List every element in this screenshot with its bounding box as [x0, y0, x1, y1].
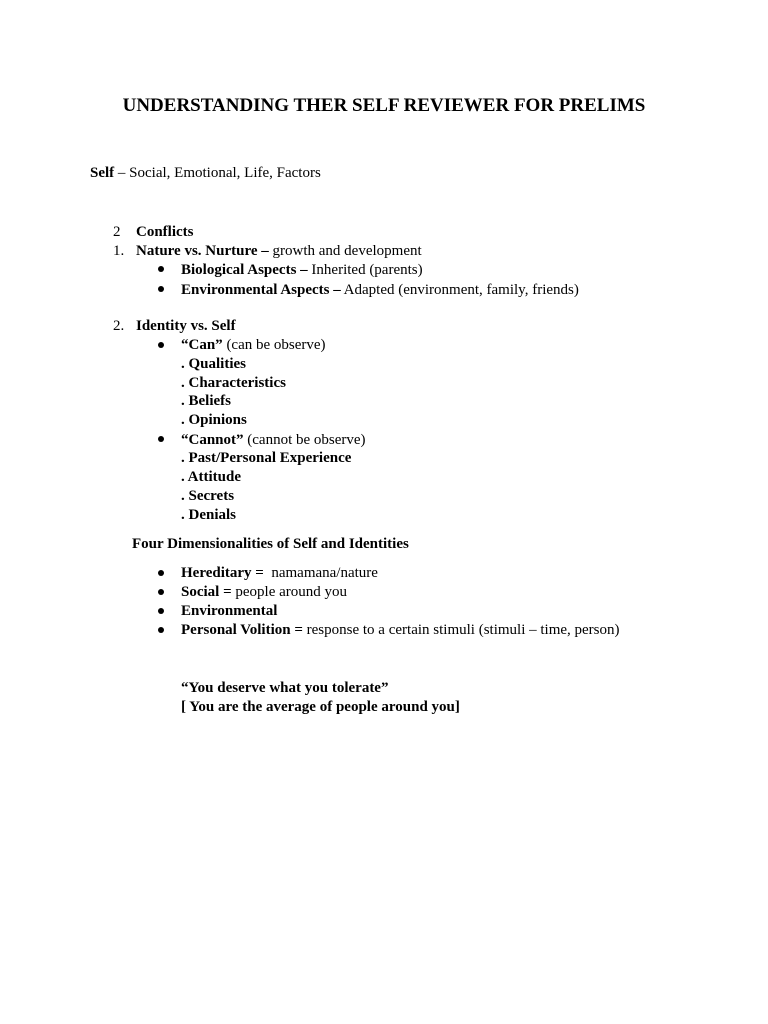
bullet-icon — [158, 286, 164, 292]
self-term: Self — [90, 165, 115, 181]
conflicts-heading: Conflicts — [136, 224, 194, 240]
list-number-2: 2. — [113, 318, 125, 334]
social-desc: people around you — [231, 584, 348, 600]
self-desc: – Social, Emotional, Life, Factors — [114, 165, 321, 181]
can-line — [181, 336, 326, 355]
bullet-icon — [158, 266, 164, 272]
quote-line-2: [ You are the average of people around you] — [181, 699, 460, 715]
cannot-desc: (cannot be observe) — [243, 432, 366, 448]
nature-nurture-desc: growth and development — [268, 243, 422, 259]
social-line — [181, 583, 347, 602]
bullet-icon — [158, 627, 164, 633]
biological-aspects-desc: Inherited (parents) — [307, 262, 423, 278]
hereditary-desc: namamana/nature — [263, 565, 378, 581]
biological-aspects-term: Biological Aspects – — [181, 262, 308, 278]
environmental-line — [181, 602, 277, 621]
bullet-icon — [158, 436, 164, 442]
list-item: . Beliefs — [181, 393, 231, 409]
list-item: . Secrets — [181, 488, 235, 504]
nature-nurture-line — [136, 242, 422, 261]
bullet-icon — [158, 570, 164, 576]
environmental-aspects-desc: Adapted (environment, family, friends) — [340, 282, 579, 298]
list-item: . Qualities — [181, 356, 247, 372]
bullet-icon — [158, 608, 164, 614]
list-item: . Attitude — [181, 469, 241, 485]
quote-line-1: “You deserve what you tolerate” — [181, 680, 389, 696]
bullet-icon — [158, 342, 164, 348]
environmental-aspects-term: Environmental Aspects – — [181, 282, 341, 298]
biological-aspects-line — [181, 261, 423, 280]
can-desc: (can be observe) — [222, 337, 326, 353]
dimensions-heading: Four Dimensionalities of Self and Identities — [132, 536, 409, 552]
list-item: . Opinions — [181, 412, 247, 428]
identity-self-heading: Identity vs. Self — [136, 318, 236, 334]
environmental-term: Environmental — [181, 603, 278, 619]
hereditary-line — [181, 564, 378, 583]
personal-volition-term: Personal Volition = — [181, 622, 303, 638]
bullet-icon — [158, 589, 164, 595]
personal-volition-desc: response to a certain stimuli (stimuli – time, person) — [302, 622, 620, 638]
document-title: UNDERSTANDING THER SELF REVIEWER FOR PRELIMS — [122, 95, 646, 116]
cannot-line — [181, 431, 366, 450]
personal-volition-line — [181, 621, 620, 640]
hereditary-term: Hereditary = — [181, 565, 264, 581]
cannot-term: “Cannot” — [181, 432, 244, 448]
list-item: . Characteristics — [181, 375, 286, 391]
nature-nurture-term: Nature vs. Nurture – — [136, 243, 269, 259]
social-term: Social = — [181, 584, 232, 600]
list-item: . Denials — [181, 507, 237, 523]
can-term: “Can” — [181, 337, 223, 353]
self-definition — [90, 164, 321, 183]
environmental-aspects-line — [181, 281, 579, 300]
conflicts-count: 2 — [113, 224, 121, 240]
list-item: . Past/Personal Experience — [181, 450, 352, 466]
list-number-1: 1. — [113, 243, 125, 259]
